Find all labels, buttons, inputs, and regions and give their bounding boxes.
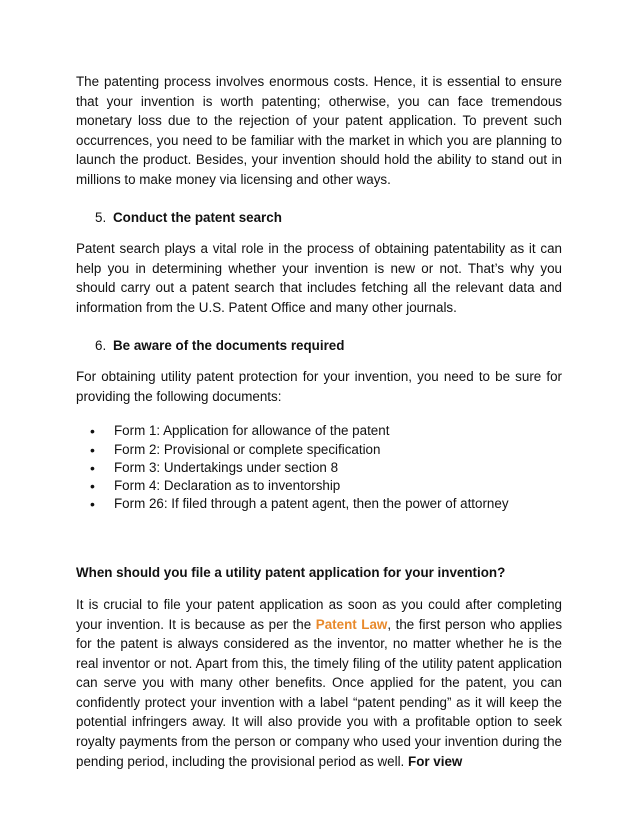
document-item-text: Form 1: Application for allowance of the patent bbox=[114, 423, 390, 439]
documents-list bbox=[76, 422, 562, 513]
bullet-icon: • bbox=[90, 441, 95, 458]
document-item-text: Form 2: Provisional or complete specification bbox=[114, 441, 381, 457]
filing-paragraph bbox=[76, 595, 562, 771]
list-item bbox=[90, 477, 562, 495]
bullet-icon: • bbox=[90, 423, 95, 440]
bullet-icon: • bbox=[90, 459, 95, 476]
step-5-title: Conduct the patent search bbox=[113, 209, 282, 225]
step-5-heading bbox=[95, 208, 562, 228]
step-6-title: Be aware of the documents required bbox=[113, 337, 345, 353]
filing-text-before-link: It is crucial to file your patent application as soon as you could after completing your invention. It is because as per the bbox=[76, 596, 562, 632]
document-page bbox=[76, 72, 562, 771]
list-item bbox=[90, 422, 562, 440]
section-heading: When should you file a utility patent application for your invention? bbox=[76, 565, 506, 581]
filing-text-after-link: , the first person who applies for the patent is always considered as the inventor, no matter whether he is the real inventor or not. Apart from this, the timely filing of the utility patent application can serve you with many other benefits. Once applied for the patent, you can confidently protect your invention with a label “patent pending” as it will keep the potential infringers away. It will also provide you with a profitable option to seek royalty payments from the person or company who used your invention during the pending period, including the provisional period as well. bbox=[76, 616, 563, 769]
document-item-text: Form 3: Undertakings under section 8 bbox=[114, 459, 339, 475]
document-item-text: Form 4: Declaration as to inventorship bbox=[114, 477, 341, 493]
step-6-heading bbox=[95, 336, 562, 356]
list-item bbox=[90, 441, 562, 459]
intro-paragraph: The patenting process involves enormous costs. Hence, it is essential to ensure that your invention is worth patenting; otherwise, you can face tremendous monetary loss due to the rejection of your patent application. To prevent such occurrences, you need to be familiar with the market in which you are planning to launch the product. Besides, your invention should hold the ability to stand out in millions to make money via licensing and other ways. bbox=[76, 74, 562, 187]
document-item-text: Form 26: If filed through a patent agent, then the power of attorney bbox=[114, 496, 509, 512]
list-item bbox=[90, 495, 562, 513]
list-item bbox=[90, 459, 562, 477]
step-6-number: 6. bbox=[95, 337, 107, 353]
patent-search-paragraph: Patent search plays a vital role in the process of obtaining patentability as it can help you in determining whether your invention is new or not. That’s why you should carry out a patent search that includes fetching all the relevant data and information from the U.S. Patent Office and many other journals. bbox=[76, 241, 562, 315]
bullet-icon: • bbox=[90, 496, 95, 513]
step-5-number: 5. bbox=[95, 209, 107, 225]
for-view-text: For view bbox=[408, 753, 463, 769]
documents-intro-paragraph: For obtaining utility patent protection for your invention, you need to be sure for providing the following documents: bbox=[76, 369, 562, 404]
patent-law-link[interactable]: Patent Law bbox=[315, 616, 388, 632]
bullet-icon: • bbox=[90, 477, 95, 494]
